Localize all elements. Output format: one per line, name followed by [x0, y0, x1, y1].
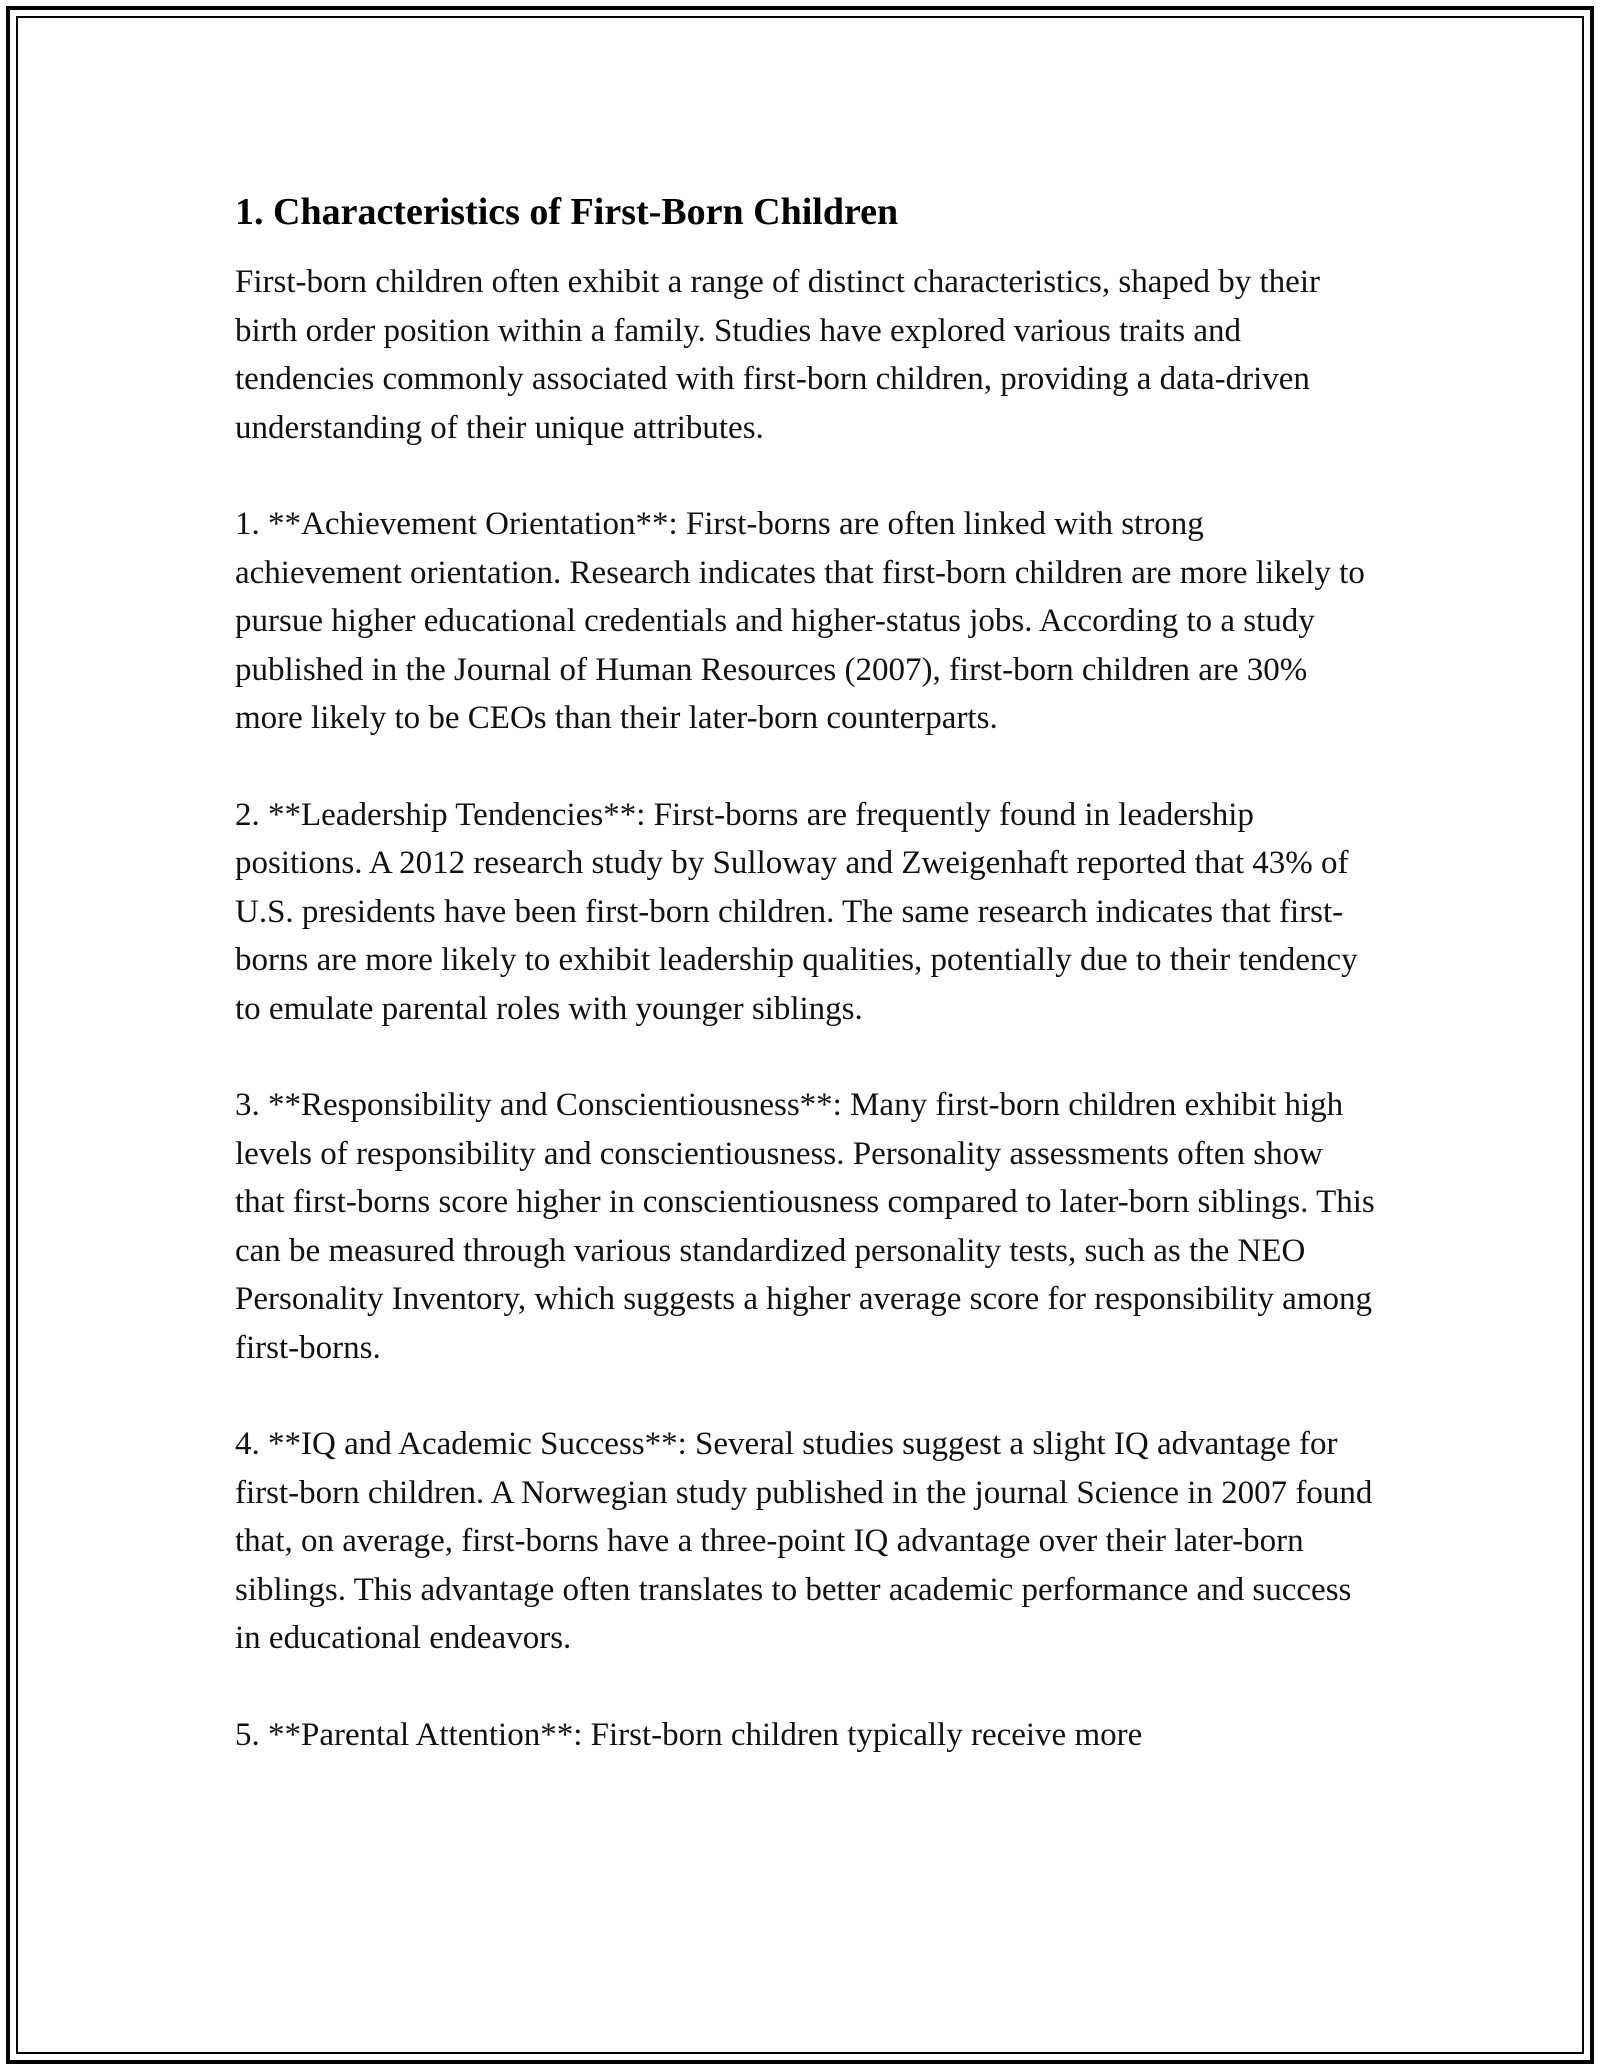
paragraph-leadership-tendencies: 2. **Leadership Tendencies**: First-borns are frequently found in leadership positions. A 2012 research study by Sulloway and Zweigenhaft reported that 43% of U.S. presidents have been first-born children. The same research indicates that first-borns are more likely to exhibit leadership qualities, potentially due to their tendency to emulate parental roles with younger siblings. — [235, 796, 1358, 1027]
intro-paragraph: First-born children often exhibit a range of distinct characteristics, shaped by their birth order position within a family. Studies have explored various traits and tendencies commonly associated with first-born children, providing a data-driven understanding of their unique attributes. — [235, 264, 1320, 446]
paragraph-achievement-orientation: 1. **Achievement Orientation**: First-borns are often linked with strong achievement orientation. Research indicates that first-born children are more likely to pursue higher educational credentials and higher-status jobs. According to a study published in the Journal of Human Resources (2007), first-born children are 30% more likely to be CEOs than their later-born counterparts. — [235, 506, 1365, 736]
document-content — [235, 186, 1375, 1807]
paragraph-responsibility-conscientiousness: 3. **Responsibility and Conscientiousness**: Many first-born children exhibit high levels of responsibility and conscientiousness. Personality assessments often show that first-borns score higher in conscientiousness compared to later-born siblings. This can be measured through various standardized personality tests, such as the NEO Personality Inventory, which suggests a higher average score for responsibility among first-borns. — [235, 1087, 1375, 1366]
paragraph-iq-academic-success: 4. **IQ and Academic Success**: Several studies suggest a slight IQ advantage for first-born children. A Norwegian study published in the journal Science in 2007 found that, on average, first-borns have a three-point IQ advantage over their later-born siblings. This advantage often translates to better academic performance and success in educational endeavors. — [235, 1426, 1373, 1656]
section-heading: 1. Characteristics of First-Born Children — [235, 191, 899, 233]
paragraph-parental-attention: 5. **Parental Attention**: First-born children typically receive more — [235, 1716, 1143, 1753]
